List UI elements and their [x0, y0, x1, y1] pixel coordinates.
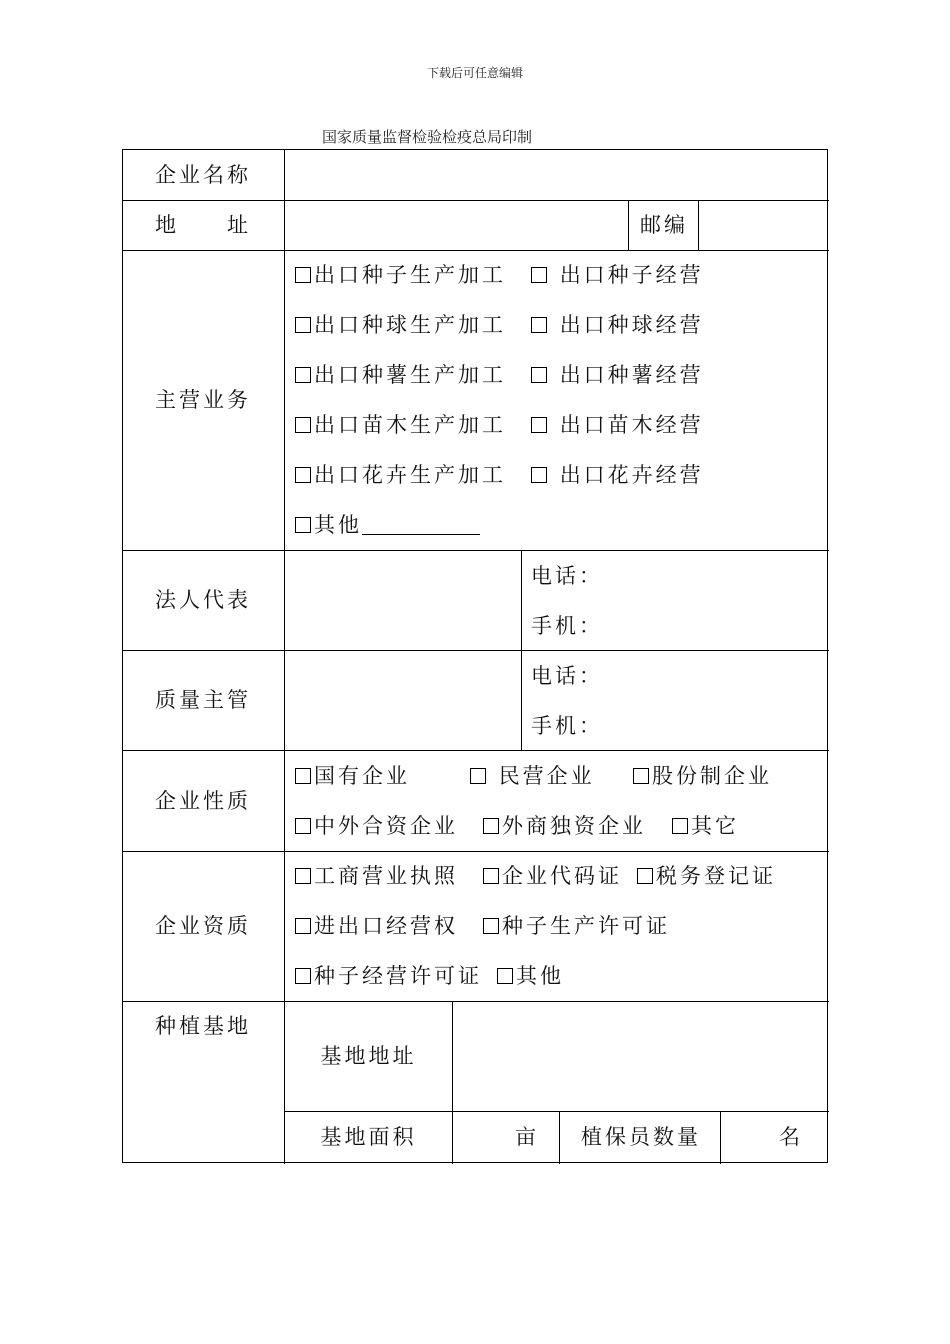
checkbox-icon[interactable] — [295, 818, 311, 834]
legal-rep-phone-label: 电话： — [531, 564, 603, 588]
business-option[interactable]: 出口花卉经营 — [531, 462, 704, 488]
postcode-label: 邮编 — [640, 213, 688, 237]
business-option[interactable]: 出口种子生产加工 — [295, 262, 506, 288]
row-divider — [123, 851, 829, 852]
quality-mgr-field[interactable] — [285, 651, 520, 750]
quality-mgr-phone-label: 电话： — [531, 664, 603, 688]
business-option[interactable]: 出口种球生产加工 — [295, 312, 506, 338]
registration-form — [122, 149, 828, 1163]
nature-option[interactable]: 股份制企业 — [633, 763, 772, 789]
checkbox-icon[interactable] — [637, 868, 653, 884]
business-option[interactable]: 出口种球经营 — [531, 312, 704, 338]
checkbox-icon[interactable] — [470, 768, 486, 784]
row-divider — [123, 250, 829, 251]
col-divider — [559, 1111, 560, 1164]
checkbox-icon[interactable] — [483, 868, 499, 884]
checkbox-icon[interactable] — [672, 818, 688, 834]
business-option[interactable]: 出口花卉生产加工 — [295, 462, 506, 488]
col-divider — [628, 200, 629, 250]
col-divider — [521, 550, 522, 750]
legal-rep-label: 法人代表 — [155, 588, 251, 612]
base-area-unit: 亩 — [515, 1125, 539, 1149]
base-address-label: 基地地址 — [320, 1044, 417, 1068]
business-option[interactable]: 出口苗木经营 — [531, 412, 704, 438]
qualification-option[interactable]: 工商营业执照 — [295, 863, 458, 889]
checkbox-icon[interactable] — [497, 968, 513, 984]
business-option[interactable]: 出口种薯经营 — [531, 362, 704, 388]
qualification-label: 企业资质 — [155, 914, 251, 938]
issuer-text: 国家质量监督检验检疫总局印制 — [322, 128, 533, 146]
business-option[interactable]: 出口苗木生产加工 — [295, 412, 506, 438]
qualification-option[interactable]: 种子经营许可证 — [295, 963, 482, 989]
checkbox-icon[interactable] — [531, 367, 547, 383]
company-name-label: 企业名称 — [155, 163, 251, 187]
checkbox-icon[interactable] — [295, 918, 311, 934]
nature-label: 企业性质 — [155, 789, 251, 813]
nature-option[interactable]: 中外合资企业 — [295, 813, 458, 839]
checkbox-icon[interactable] — [483, 818, 499, 834]
address-field[interactable] — [285, 201, 627, 250]
checkbox-icon[interactable] — [531, 417, 547, 433]
company-name-field[interactable] — [285, 151, 828, 200]
quality-mgr-mobile-label: 手机： — [531, 714, 603, 738]
qualification-option[interactable]: 税务登记证 — [637, 863, 776, 889]
qualification-option[interactable]: 企业代码证 — [483, 863, 622, 889]
legal-rep-field[interactable] — [285, 551, 520, 650]
staff-count-label: 植保员数量 — [581, 1125, 701, 1149]
quality-mgr-label: 质量主管 — [155, 688, 251, 712]
other-blank-line[interactable] — [362, 533, 480, 535]
base-area-label: 基地面积 — [320, 1125, 417, 1149]
base-address-field[interactable] — [453, 1002, 828, 1111]
qualification-option[interactable]: 进出口经营权 — [295, 913, 458, 939]
checkbox-icon[interactable] — [295, 467, 311, 483]
postcode-field[interactable] — [699, 201, 828, 250]
row-divider — [123, 750, 829, 751]
checkbox-icon[interactable] — [531, 467, 547, 483]
base-label: 种植基地 — [155, 1014, 251, 1038]
checkbox-icon[interactable] — [295, 868, 311, 884]
checkbox-icon[interactable] — [633, 768, 649, 784]
address-label: 地 址 — [155, 213, 251, 237]
checkbox-icon[interactable] — [295, 968, 311, 984]
nature-option[interactable]: 外商独资企业 — [483, 813, 646, 839]
col-divider — [720, 1111, 721, 1164]
checkbox-icon[interactable] — [483, 918, 499, 934]
nature-option[interactable]: 民营企业 — [470, 763, 595, 789]
business-option[interactable]: 出口种薯生产加工 — [295, 362, 506, 388]
checkbox-icon[interactable] — [295, 267, 311, 283]
checkbox-icon[interactable] — [295, 317, 311, 333]
business-option[interactable]: 出口种子经营 — [531, 262, 704, 288]
checkbox-icon[interactable] — [295, 367, 311, 383]
checkbox-icon[interactable] — [531, 267, 547, 283]
nature-option[interactable]: 国有企业 — [295, 763, 410, 789]
qualification-option[interactable]: 种子生产许可证 — [483, 913, 670, 939]
checkbox-icon[interactable] — [295, 417, 311, 433]
qualification-option[interactable]: 其他 — [497, 963, 564, 989]
staff-count-unit: 名 — [779, 1125, 803, 1149]
business-label: 主营业务 — [155, 388, 251, 412]
checkbox-icon[interactable] — [531, 317, 547, 333]
business-option-other[interactable]: 其他 — [295, 512, 480, 538]
checkbox-icon[interactable] — [295, 517, 311, 533]
row-divider — [284, 1111, 829, 1112]
nature-option[interactable]: 其它 — [672, 813, 739, 839]
header-note: 下载后可任意编辑 — [426, 66, 523, 80]
checkbox-icon[interactable] — [295, 768, 311, 784]
legal-rep-mobile-label: 手机： — [531, 614, 603, 638]
